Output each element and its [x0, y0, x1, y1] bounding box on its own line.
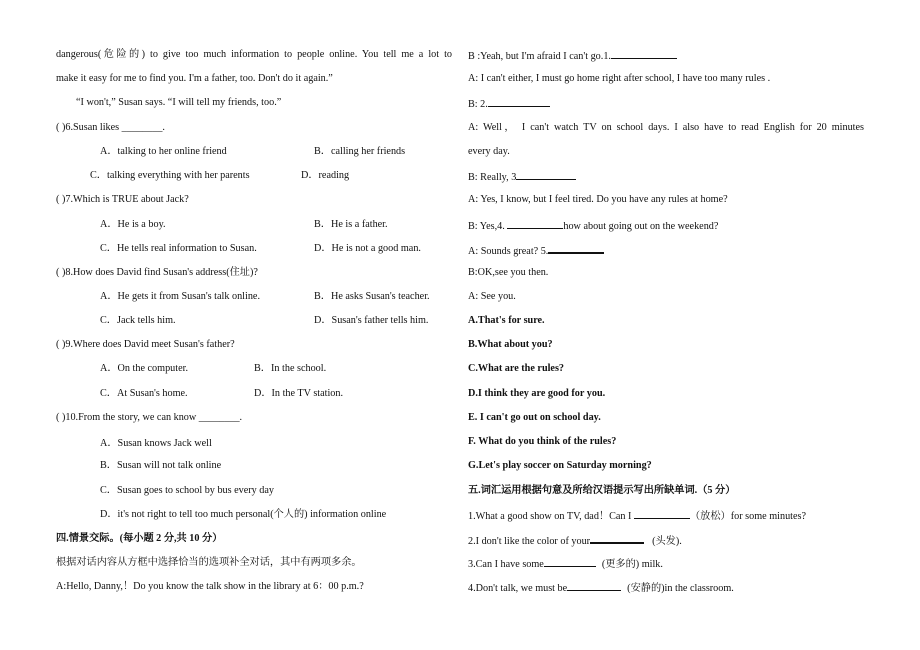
dialog-line: A: Yes, I know, but I feel tired. Do you have any rules at home? [468, 194, 728, 205]
vocab-text: 4.Don't talk, we must be [468, 583, 568, 594]
option-a: A．talking to her online friend [100, 146, 227, 157]
option-box-item: B.What about you? [468, 339, 553, 350]
question-stem: 8.How does David find Susan's address(住址)? [65, 267, 258, 278]
option-c: C．Jack tells him. [100, 315, 176, 326]
dialog-line [468, 96, 550, 111]
question-stem: 6.Susan likes ________. [65, 122, 165, 133]
question-8 [56, 266, 258, 279]
option-d: D．it's not right to tell too much personal(个人的) information online [100, 509, 387, 520]
question-7 [56, 193, 189, 206]
answer-blank[interactable]: ( ) [56, 194, 66, 205]
answer-blank[interactable]: ( ) [56, 339, 66, 350]
vocab-text: 1.What a good show on TV, dad！Can I [468, 511, 634, 522]
section-4-instructions: 根据对话内容从方框中选择恰当的选项补全对话，其中有两项多余。 [56, 557, 362, 568]
vocab-blank[interactable] [567, 580, 621, 591]
vocab-question-1 [468, 508, 806, 523]
dialog-line: A: I can't either, I must go home right after school, I have too many rules . [468, 73, 771, 84]
option-a: A．He gets it from Susan's talk online. [100, 291, 261, 302]
dialog-blank-2[interactable] [488, 96, 550, 107]
dialog-line [468, 218, 718, 233]
option-b: B．In the school. [254, 363, 327, 374]
dialog-blank-5[interactable] [548, 242, 604, 254]
option-d: D．He is not a good man. [314, 243, 421, 254]
option-c: C．At Susan's home. [100, 388, 188, 399]
option-c: C．Susan goes to school by bus every day [100, 485, 275, 496]
option-box-item: C.What are the rules? [468, 363, 565, 374]
vocab-text: 3.Can I have some [468, 559, 544, 570]
dialog-text: B: 2. [468, 99, 488, 110]
question-6 [56, 121, 165, 134]
dialog-text: B :Yeah, but I'm afraid I can't go.1. [468, 51, 611, 62]
option-box-item: E. I can't go out on school day. [468, 412, 601, 423]
dialog-text: B: Yes,4. [468, 221, 508, 232]
option-c: C．He tells real information to Susan. [100, 243, 257, 254]
vocab-blank[interactable] [544, 556, 596, 567]
dialog-blank-3[interactable] [516, 169, 576, 180]
option-box-item: A.That's for sure. [468, 315, 545, 326]
question-9 [56, 338, 235, 351]
option-d: D．reading [301, 170, 350, 181]
dialog-text: B: Really, 3 [468, 172, 517, 183]
option-d: D．In the TV station. [254, 388, 344, 399]
dialog-line [468, 169, 576, 184]
option-box-item: G.Let's play soccer on Saturday morning? [468, 460, 652, 471]
option-b: B．He asks Susan's teacher. [314, 291, 430, 302]
question-stem: 10.From the story, we can know ________. [65, 412, 243, 423]
dialog-line: A: See you. [468, 291, 516, 302]
dialog-blank-4[interactable] [507, 218, 563, 229]
option-c: C．talking everything with her parents [90, 170, 250, 181]
option-d: D．Susan's father tells him. [314, 315, 429, 326]
dialog-text: how about going out on the weekend? [563, 221, 719, 232]
vocab-text: (更多的) milk. [601, 559, 663, 570]
vocab-text: 2.I don't like the color of your [468, 536, 591, 547]
option-a: A．On the computer. [100, 363, 188, 374]
answer-blank[interactable]: ( ) [56, 267, 66, 278]
option-b: B．Susan will not talk online [100, 460, 222, 471]
dialog-line: every day. [468, 146, 510, 157]
vocab-text: (头发). [652, 536, 682, 547]
dialog-line: A: Well， I can't watch TV on school days. I also have to read English for 20 minutes [468, 122, 864, 133]
question-10 [56, 411, 242, 424]
vocab-text: (安静的)in the classroom. [627, 583, 734, 594]
option-box-item: F. What do you think of the rules? [468, 436, 617, 447]
vocab-question-3 [468, 556, 663, 571]
dialog-text: A: Sounds great? 5. [468, 246, 549, 257]
dialog-line [468, 242, 604, 258]
dialog-line: A:Hello, Danny,！Do you know the talk show in the library at 6：00 p.m.? [56, 581, 364, 592]
section-5-title: 五.词汇运用根据句意及所给汉语提示写出所缺单词.（5 分） [468, 485, 736, 496]
vocab-blank[interactable] [634, 508, 690, 519]
dialog-blank-1[interactable] [611, 48, 677, 59]
vocab-question-2 [468, 532, 682, 548]
story-paragraph-line: “I won't,” Susan says. “I will tell my friends, too.” [76, 97, 282, 108]
answer-blank[interactable]: ( ) [56, 122, 66, 133]
option-a: A．Susan knows Jack well [100, 438, 212, 449]
vocab-text: （放松）for some minutes? [690, 511, 807, 522]
vocab-blank[interactable] [590, 532, 644, 544]
answer-blank[interactable]: ( ) [56, 412, 66, 423]
section-4-title: 四.情景交际。(每小题 2 分,共 10 分） [56, 533, 223, 544]
option-b: B．He is a father. [314, 219, 388, 230]
option-b: B．calling her friends [314, 146, 406, 157]
story-paragraph-line: make it easy for me to find you. I'm a father, too. Don't do it again.” [56, 73, 333, 84]
question-stem: 9.Where does David meet Susan's father? [65, 339, 235, 350]
option-a: A．He is a boy. [100, 219, 166, 230]
story-paragraph-line: dangerous(危险的) to give too much information to people online. You tell me a lot to [56, 49, 452, 60]
dialog-line: B:OK,see you then. [468, 267, 549, 278]
question-stem: 7.Which is TRUE about Jack? [65, 194, 189, 205]
dialog-line [468, 48, 677, 63]
option-box-item: D.I think they are good for you. [468, 388, 606, 399]
vocab-question-4 [468, 580, 734, 595]
